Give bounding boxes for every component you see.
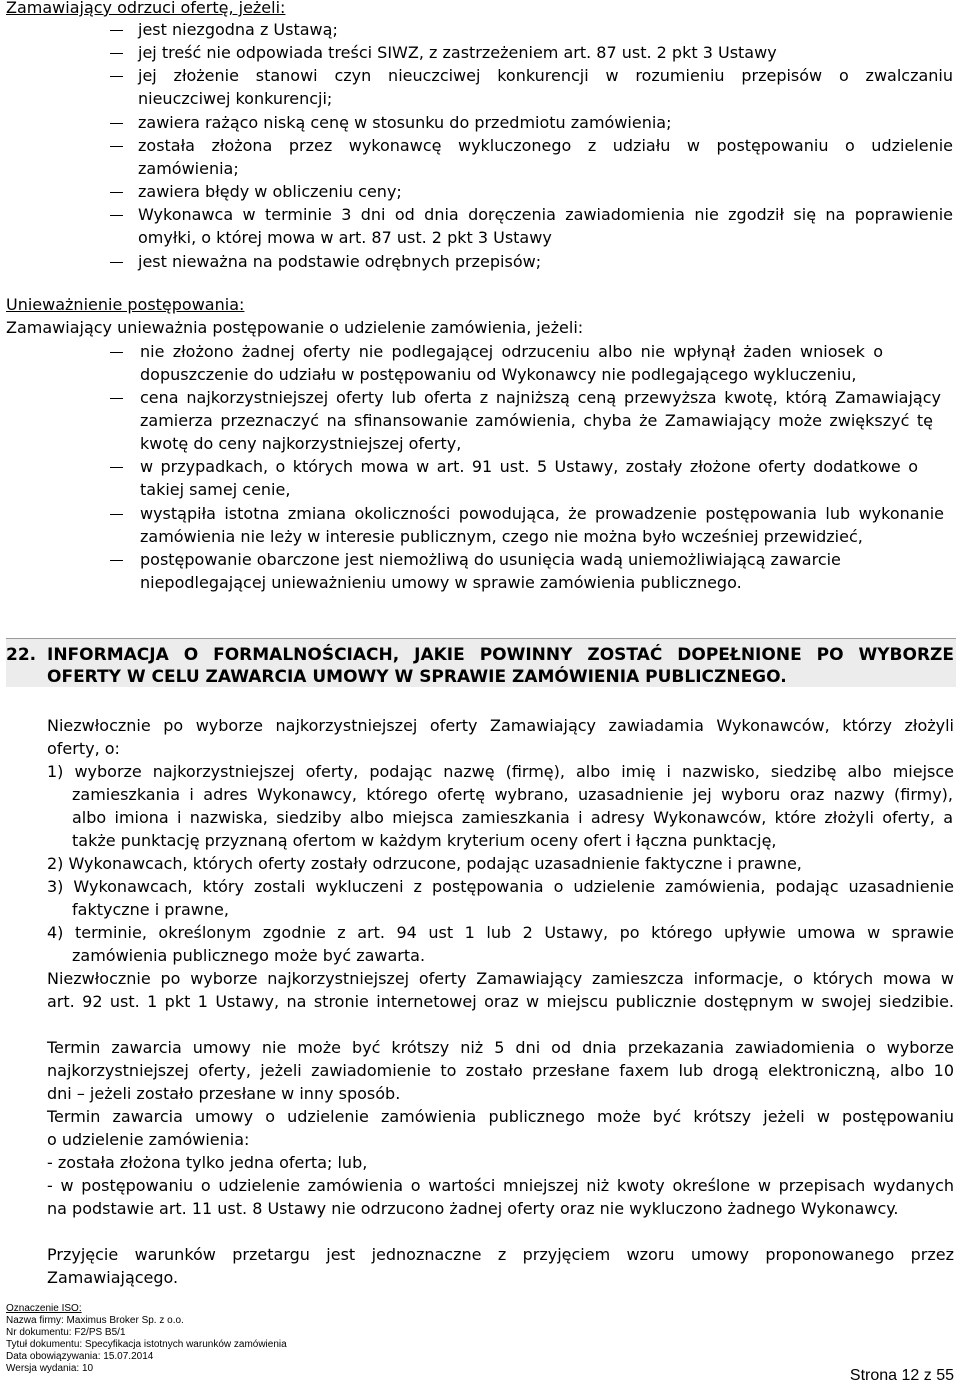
rejection-item-3-line-2: nieuczciwej konkurencji; [138,89,333,108]
numbered-item-1-line-4: także punktację przyznaną ofertom w każdym kryterium oceny ofert i łączna punktację, [72,831,777,850]
paragraph-acceptance-line-2: Zamawiającego. [47,1268,179,1287]
numbered-item-3-line-2: faktyczne i prawne, [72,900,229,919]
paragraph-term-line-2: najkorzystniejszej oferty, jeżeli zawiadomienie to zostało przesłane faxem lub drogą elektroniczną, albo 10 [47,1061,954,1080]
dash-bullet [110,30,123,31]
dash-bullet [110,53,123,54]
rejection-item-7-line-2: omyłki, o której mowa w art. 87 ust. 2 pkt 3 Ustawy [138,228,552,247]
numbered-item-1-line-1: 1) wyborze najkorzystniejszej oferty, podając nazwę (firmę), albo imię i nazwisko, siedzibę albo miejsce [47,762,954,781]
dash-bullet [110,146,123,147]
dash-bullet [110,262,123,263]
rejection-item-7-line-1: Wykonawca w terminie 3 dni od dnia doręczenia zawiadomienia nie zgodził się na poprawienie [138,205,953,224]
cancellation-item-1-line-1: nie złożono żadnej oferty nie podlegającej odrzuceniu albo nie wpłynął żaden wniosek o [140,342,883,361]
rejection-item-1: jest niezgodna z Ustawą; [138,20,338,39]
cancellation-item-2-line-3: kwotę do ceny najkorzystniejszej oferty, [140,434,462,453]
cancellation-item-3-line-2: takiej samej cenie, [140,480,291,499]
footer-document-title: Tytuł dokumentu: Specyfikacja istotnych warunków zamówienia [6,1339,287,1350]
dash-bullet [110,352,123,353]
footer-iso-label: Oznaczenie ISO: [6,1303,82,1314]
rejection-item-4: zawiera rażąco niską cenę w stosunku do przedmiotu zamówienia; [138,113,672,132]
rejection-item-6: zawiera błędy w obliczeniu ceny; [138,182,402,201]
cancellation-item-3-line-1: w przypadkach, o których mowa w art. 91 ust. 5 Ustawy, zostały złożone oferty dodatkowe o [140,457,918,476]
dash-bullet [110,215,123,216]
rejection-item-5-line-1: została złożona przez wykonawcę wykluczonego z udziału w postępowaniu o udzielenie [138,136,953,155]
footer-company: Nazwa firmy: Maximus Broker Sp. z o.o. [6,1315,184,1326]
paragraph-shorter-term-line-1: Termin zawarcia umowy o udzielenie zamówienia publicznego może być krótszy jeżeli w postępowaniu [47,1107,954,1126]
numbered-item-2: 2) Wykonawcach, których oferty zostały odrzucone, podając uzasadnienie faktyczne i prawne, [47,854,802,873]
footer-valid-date: Data obowiązywania: 15.07.2014 [6,1351,154,1362]
paragraph-shorter-term-line-2: o udzielenie zamówienia: [47,1130,250,1149]
rejection-item-5-line-2: zamówienia; [138,159,239,178]
numbered-item-1-line-2: zamieszkania i adres Wykonawcy, którego ofertę wybrano, uzasadnienie jej wyboru oraz nazwy (firmy), [72,785,953,804]
rejection-item-2: jej treść nie odpowiada treści SIWZ, z zastrzeżeniem art. 87 ust. 2 pkt 3 Ustawy [138,43,777,62]
paragraph-publish-line-1: Niezwłocznie po wyborze najkorzystniejszej oferty Zamawiający zamieszcza informacje, o których mowa w [47,969,954,988]
rejection-intro: Zamawiający odrzuci ofertę, jeżeli: [6,0,286,17]
paragraph-publish-line-2: art. 92 ust. 1 pkt 1 Ustawy, na stronie internetowej oraz w miejscu publicznie dostępnym w swojej siedzibie. [47,992,954,1011]
numbered-item-1-line-3: albo imiona i nazwiska, siedziby albo miejsca zamieszkania i adresy Wykonawców, które złożyli oferty, a [72,808,953,827]
section-title-line-2: OFERTY W CELU ZAWARCIA UMOWY W SPRAWIE ZAMÓWIENIA PUBLICZNEGO. [47,667,787,687]
numbered-item-3-line-1: 3) Wykonawcach, który zostali wykluczeni z postępowania o udzielenie zamówienia, podając uzasadnienie [47,877,954,896]
paragraph-notify-line-2: oferty, o: [47,739,120,758]
paragraph-shorter-term-line-3: - została złożona tylko jedna oferta; lub, [47,1153,368,1172]
footer-document-number: Nr dokumentu: F2/PS B5/1 [6,1327,126,1338]
paragraph-notify-line-1: Niezwłocznie po wyborze najkorzystniejszej oferty Zamawiający zawiadamia Wykonawców, którzy złożyli [47,716,954,735]
paragraph-term-line-1: Termin zawarcia umowy nie może być krótszy niż 5 dni od dnia przekazania zawiadomienia o wyborze [47,1038,954,1057]
section-title-line-1: INFORMACJA O FORMALNOŚCIACH, JAKIE POWINNY ZOSTAĆ DOPEŁNIONE PO WYBORZE [47,645,954,665]
cancellation-item-2-line-2: zamierza przeznaczyć na sfinansowanie zamówienia, chyba że Zamawiający może zwiększyć tę [140,411,933,430]
page-number: Strona 12 z 55 [849,1367,954,1384]
dash-bullet [110,76,123,77]
cancellation-item-2-line-1: cena najkorzystniejszej oferty lub oferta z najniższą ceną przewyższa kwotę, którą Zamawiający [140,388,941,407]
numbered-item-4-line-1: 4) terminie, określonym zgodnie z art. 94 ust 1 lub 2 Ustawy, po którego upływie umowa w sprawie [47,923,954,942]
dash-bullet [110,123,123,124]
paragraph-acceptance-line-1: Przyjęcie warunków przetargu jest jednoznaczne z przyjęciem wzoru umowy proponowanego przez [47,1245,954,1264]
dash-bullet [110,192,123,193]
paragraph-shorter-term-line-5: na podstawie art. 11 ust. 8 Ustawy nie odrzucono żadnej oferty oraz nie wykluczono żadnego Wykonawcy. [47,1199,899,1218]
dash-bullet [110,398,123,399]
cancellation-title: Unieważnienie postępowania: [6,295,245,314]
dash-bullet [110,514,123,515]
cancellation-item-5-line-2: niepodlegającej unieważnieniu umowy w sprawie zamówienia publicznego. [140,573,742,592]
cancellation-item-4-line-1: wystąpiła istotna zmiana okoliczności powodująca, że prowadzenie postępowania lub wykonanie [140,504,944,523]
paragraph-term-line-3: dni – jeżeli zostało przesłane w inny sposób. [47,1084,401,1103]
cancellation-item-1-line-2: dopuszczenie do udziału w postępowaniu od Wykonawcy nie podlegającego wykluczeniu, [140,365,857,384]
footer-edition: Wersja wydania: 10 [6,1363,94,1374]
section-number: 22. [6,645,37,665]
numbered-item-4-line-2: zamówienia publicznego może być zawarta. [72,946,426,965]
dash-bullet [110,467,123,468]
cancellation-intro: Zamawiający unieważnia postępowanie o udzielenie zamówienia, jeżeli: [6,318,584,337]
rejection-item-3-line-1: jej złożenie stanowi czyn nieuczciwej konkurencji w rozumieniu przepisów o zwalczaniu [138,66,953,85]
paragraph-shorter-term-line-4: - w postępowaniu o udzielenie zamówienia o wartości mniejszej niż kwoty określone w przepisach wydanych [47,1176,954,1195]
cancellation-item-4-line-2: zamówienia nie leży w interesie publicznym, czego nie można było wcześniej przewidzieć, [140,527,863,546]
dash-bullet [110,560,123,561]
cancellation-item-5-line-1: postępowanie obarczone jest niemożliwą do usunięcia wadą uniemożliwiającą zawarcie [140,550,841,569]
rejection-item-8: jest nieważna na podstawie odrębnych przepisów; [138,252,542,271]
